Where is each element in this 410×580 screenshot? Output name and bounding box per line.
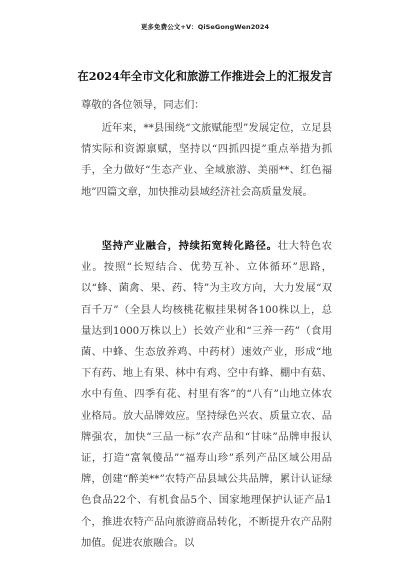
section-heading: 坚持产业融合，持续拓宽转化路径。: [101, 240, 278, 252]
paragraph-intro: 近年来，**县围绕“文旅赋能型”发展定位，立足县情实际和资源禀赋，坚持以“四抓四提”重点举措为抓手，全力做好“生态产业、全域旅游、美丽**、红色福地”四篇文章，加快推动县域经济社会高质量发展。: [81, 122, 332, 198]
paragraph-body: 壮大特色农业。按照“长短结合、优势互补、立体循环”思路，以“蜂、菌禽、果、药、特”为主攻方向，大力发展“双百千万”（全县人均核桃花椒挂果树各100株以上，总量达到1000万株以上）长效产业和“三养一药”（食用菌、中蜂、生态放养鸡、中药材）速效产业，形成“地下有药、地上有果、林中有鸡、空中有蜂、棚中有菇、水中有鱼、四季有花、村里有客”的“八有”山地立体农业格局。放大品牌效应。坚持绿色兴农、质量立农、品牌强农，加快“三品一标”农产品和“甘味”品牌申报认证，打造“富氧傻品”“福寿山珍”系列产品区域公用品牌，创建“醉美**”农特产品县域公共品牌，累计认证绿色食品22个、有机食品5个、国家地理保护认证产品1个，推进农特产品向旅游商品转化，不断提升农产品附加值。促进农旅融合。以: [81, 240, 333, 549]
header-note: 更多免费公文+V：QiSeGongWen2024: [140, 23, 270, 31]
paragraph-industry: [81, 236, 332, 554]
salutation: 尊敬的各位领导，同志们：: [81, 99, 205, 111]
page-title: 在2024年全市文化和旅游工作推进会上的汇报发言: [77, 69, 333, 83]
